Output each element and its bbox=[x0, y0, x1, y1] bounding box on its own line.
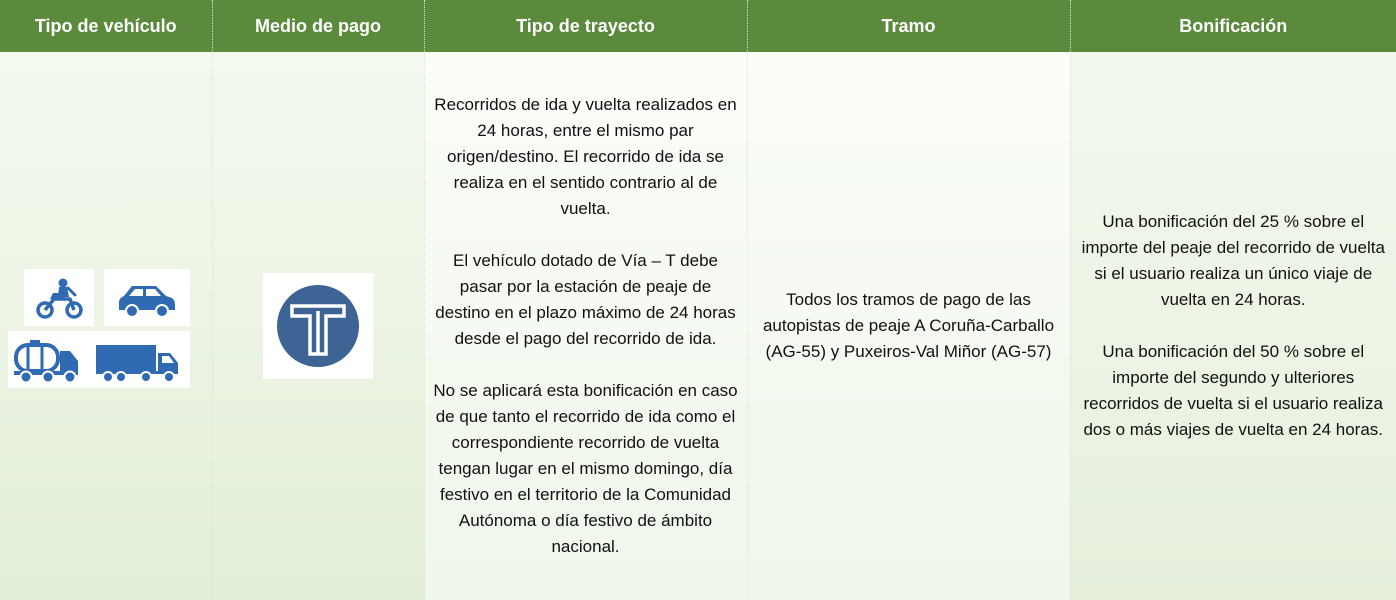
journey-paragraph: Recorridos de ida y vuelta realizados en 24 horas, entre el mismo par origen/destino. El recorrido de ida se realiza en el sentido contrario al de vuelta. bbox=[434, 95, 737, 218]
journey-paragraph: El vehículo dotado de Vía – T debe pasar por la estación de peaje de destino en el plazo máximo de 24 horas desde el pago del recorrido de ida. bbox=[435, 251, 736, 348]
header-row bbox=[0, 0, 1396, 52]
table-row bbox=[0, 52, 1396, 600]
header-payment-method: Medio de pago bbox=[212, 0, 424, 52]
vehicle-icons bbox=[8, 261, 208, 391]
discount-cell bbox=[1070, 52, 1396, 600]
header-section: Tramo bbox=[747, 0, 1070, 52]
vehicle-cell bbox=[0, 52, 212, 600]
header-discount: Bonificación bbox=[1070, 0, 1396, 52]
journey-type-cell bbox=[424, 52, 747, 600]
lorry-icon bbox=[94, 331, 190, 388]
discount-paragraph: Una bonificación del 25 % sobre el importe del peaje del recorrido de vuelta si el usuario realiza un único viaje de vuelta en 24 horas. bbox=[1081, 212, 1385, 309]
car-icon bbox=[104, 269, 190, 326]
journey-paragraph: No se aplicará esta bonificación en caso de que tanto el recorrido de ida como el correspondiente recorrido de vuelta tengan lugar en el mismo domingo, día festivo en el territorio de la Comunidad Autónoma o día festivo de ámbito nacional. bbox=[433, 381, 738, 556]
header-journey-type: Tipo de trayecto bbox=[424, 0, 747, 52]
section-text: Todos los tramos de pago de las autopistas de peaje A Coruña-Carballo (AG-55) y Puxeiros-Val Miñor (AG-57) bbox=[762, 290, 1055, 361]
motorcycle-icon bbox=[24, 269, 94, 326]
discount-paragraph: Una bonificación del 50 % sobre el importe del segundo y ulteriores recorridos de vuelta si el usuario realiza dos o más viajes de vuelta en 24 horas. bbox=[1083, 342, 1384, 439]
payment-cell bbox=[212, 52, 424, 600]
header-vehicle-type: Tipo de vehículo bbox=[0, 0, 212, 52]
section-cell bbox=[747, 52, 1070, 600]
via-t-logo bbox=[263, 273, 373, 379]
tanker-truck-icon bbox=[8, 331, 94, 388]
